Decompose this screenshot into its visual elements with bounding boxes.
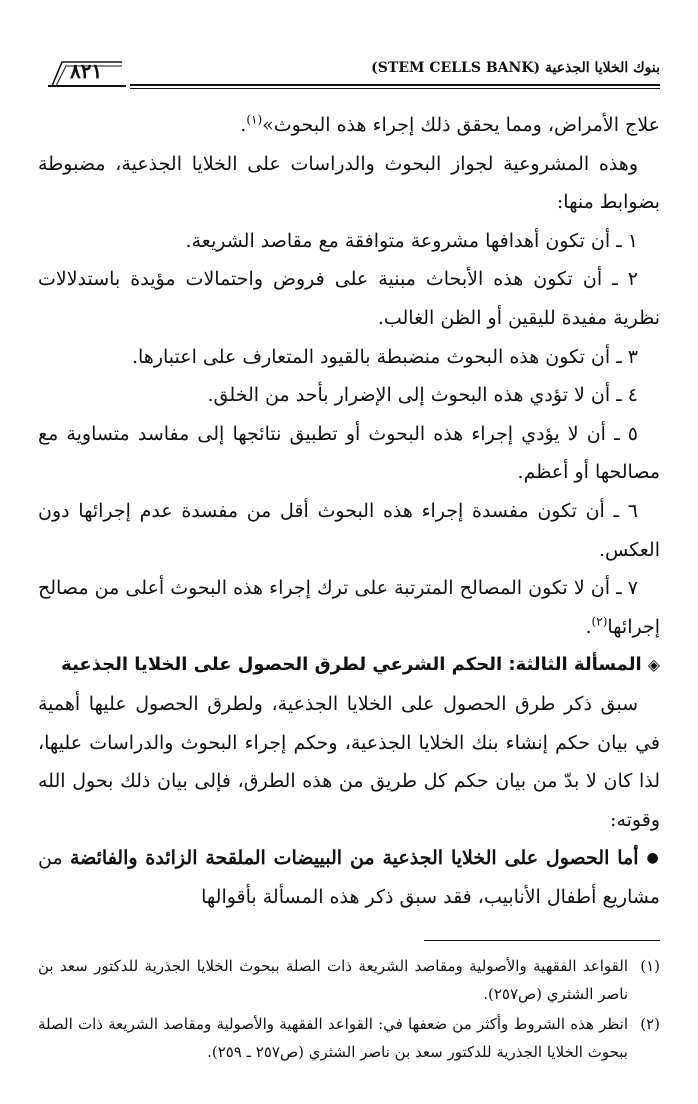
footnote-2 [38,1010,660,1066]
condition-item-5: ٥ ـ أن لا يؤدي إجراء هذه البحوث أو تطبيق نتائجها إلى مفاسد متساوية مع مصالحها أو أعظم. [38,422,660,484]
condition-item-1: ١ ـ أن تكون أهدافها مشروعة متوافقة مع مقاصد الشريعة. [185,229,638,252]
condition-item-3: ٣ ـ أن تكون هذه البحوث منضبطة بالقيود المتعارف على اعتبارها. [131,345,638,368]
footnotes [38,952,660,1068]
footnote-1 [38,952,660,1008]
page-number-frame [48,56,126,86]
paragraph-bold-lead: أما الحصول على الخلايا الجذعية من البييضات الملقحة الزائدة والفائضة [69,847,639,870]
running-header [38,52,660,92]
footnote-number: (١) [640,957,660,975]
footnote-text: القواعد الفقهية والأصولية ومقاصد الشريعة ذات الصلة ببحوث الخلايا الجذرية للدكتور سعد بن ناصر الشثري (ص٢٥٧). [38,957,628,1003]
condition-item-7: ٧ ـ أن لا تكون المصالح المترتبة على ترك إجراء هذه البحوث أعلى من مصالح إجرائها$^{(٢)}$. [38,577,660,638]
condition-item-6: ٦ ـ أن تكون مفسدة إجراء هذه البحوث أقل من مفسدة عدم إجرائها دون العكس. [38,499,660,561]
paragraph-conditions-intro: وهذه المشروعية لجواز البحوث والدراسات على الخلايا الجذعية، مضبوطة بضوابط منها: [38,152,660,214]
diamond-bullet-icon: ◈ [647,655,660,675]
header-rule-thin [130,88,660,89]
header-rule [130,84,660,86]
footnote-ref-1[interactable]: (١) [246,112,263,127]
main-text [38,106,660,916]
bullet-icon: ● [646,850,660,867]
section-label: المسألة الثالثة: [508,654,642,676]
paragraph-surplus-embryos: ●أما الحصول على الخلايا الجذعية من البييضات الملقحة الزائدة والفائضة من مشاريع أطفال الأنابيب، فقد سبق ذكر هذه المسألة بأقوالها [38,847,660,908]
footnote-text: انظر هذه الشروط وأكثر من ضعفها في: القواعد الفقهية والأصولية ومقاصد الشريعة ذات الصلة ببحوث الخلايا الجذرية للدكتور سعد بن ناصر الشثري (ص٢٥٧ ـ ٢٥٩). [38,1015,628,1061]
condition-item-2: ٢ ـ أن تكون هذه الأبحاث مبنية على فروض واحتمالات مؤيدة باستدلالات نظرية مفيدة لليقين أو الظن الغالب. [38,268,660,329]
footnote-ref-2[interactable]: (٢) [591,614,608,629]
section-title: الحكم الشرعي لطرق الحصول على الخلايا الجذعية [61,654,509,676]
page-number: ٨٢١ [70,59,103,83]
condition-item-4: ٤ ـ أن لا تؤدي هذه البحوث إلى الإضرار بأحد من الخلق. [207,384,638,407]
footnote-number: (٢) [640,1015,660,1033]
paragraph-quote-end: علاج الأمراض، ومما يحقق ذلك إجراء هذه البحوث»$^{(١)}$. [240,112,660,136]
footnote-separator [424,940,660,941]
running-header-title: بنوك الخلايا الجذعية (STEM CELLS BANK) [371,60,660,76]
paragraph-methods: سبق ذكر طرق الحصول على الخلايا الجذعية، ولطرق الحصول عليها أهمية في بيان حكم إنشاء بنك الخلايا الجذعية، وحكم إجراء البحوث والدراسات عليها، لذا كان لا بدّ من بيان حكم كل طريق من هذه الطرق، فإلى بيان ذلك بحول الله وقوته: [38,692,660,831]
section-heading [38,646,660,685]
